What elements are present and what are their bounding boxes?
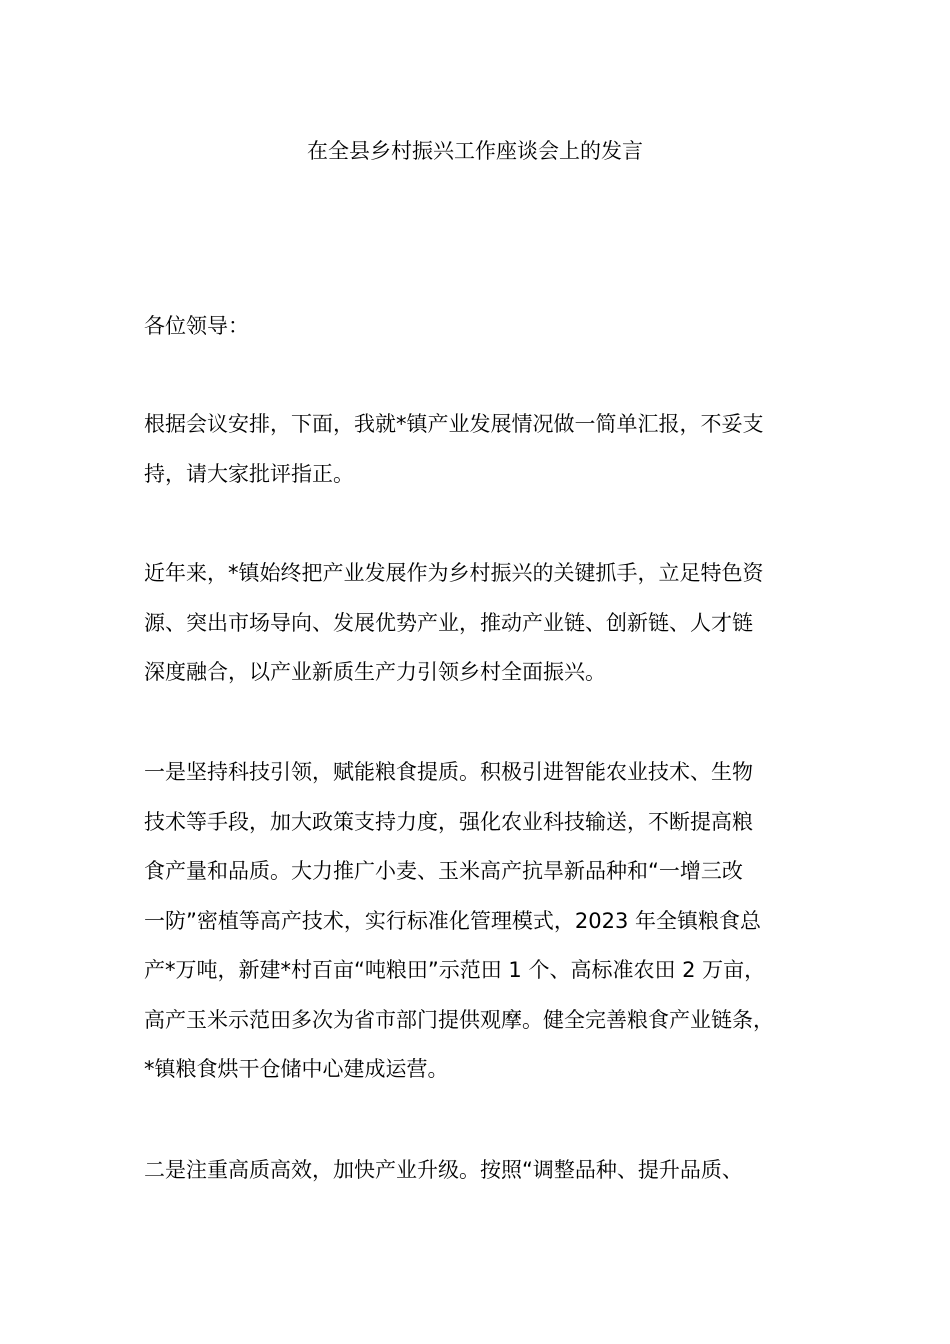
paragraph-line: *镇粮食烘干仓储中心建成运营。 (144, 1057, 449, 1081)
paragraph-line: 产*万吨，新建*村百亩“吨粮田”示范田 1 个、高标准农田 2 万亩， (144, 958, 766, 982)
paragraph-line: 近年来，*镇始终把产业发展作为乡村振兴的关键抓手，立足特色资 (144, 561, 764, 585)
paragraph-line: 根据会议安排，下面，我就*镇产业发展情况做一简单汇报，不妥支 (144, 412, 764, 436)
paragraph-point-one (144, 748, 824, 1095)
document-title: 在全县乡村振兴工作座谈会上的发言 (307, 139, 643, 163)
paragraph-line: 深度融合，以产业新质生产力引领乡村全面振兴。 (144, 660, 606, 684)
paragraph-line: 持，请大家批评指正。 (144, 461, 354, 486)
paragraph-line: 技术等手段，加大政策支持力度，强化农业科技输送，不断提高粮 (144, 809, 753, 834)
paragraph-overview (144, 549, 824, 698)
paragraph-line: 一防”密植等高产技术，实行标准化管理模式，2023 年全镇粮食总 (144, 908, 761, 933)
paragraph-intro (144, 400, 824, 499)
salutation: 各位领导： (144, 314, 249, 338)
paragraph-line: 高产玉米示范田多次为省市部门提供观摩。健全完善粮食产业链条， (144, 1007, 774, 1032)
paragraph-line: 食产量和品质。大力推广小麦、玉米高产抗旱新品种和“一增三改 (144, 859, 743, 883)
paragraph-line: 二是注重高质高效，加快产业升级。按照“调整品种、提升品质、 (144, 1158, 743, 1182)
paragraph-line: 源、突出市场导向、发展优势产业，推动产业链、创新链、人才链 (144, 610, 753, 635)
paragraph-point-two (144, 1146, 824, 1196)
paragraph-line: 一是坚持科技引领，赋能粮食提质。积极引进智能农业技术、生物 (144, 760, 753, 784)
